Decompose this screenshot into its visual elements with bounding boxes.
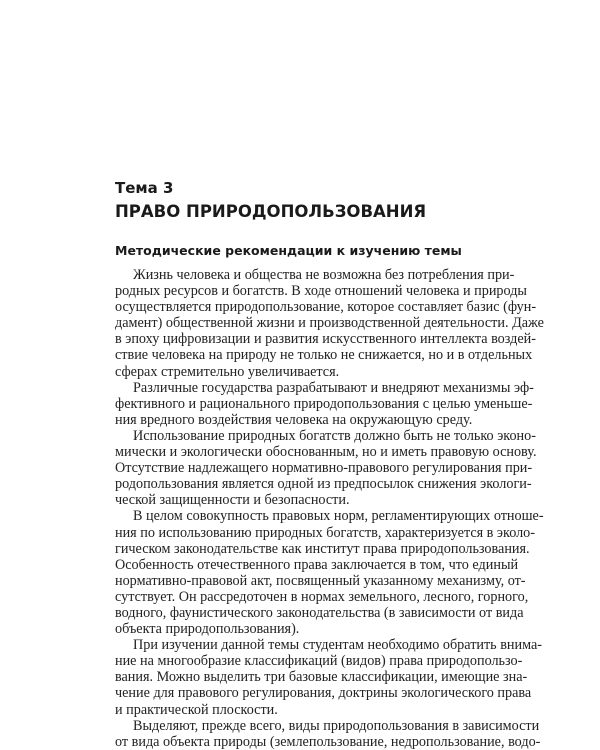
text-line: нормативно-правовой акт, посвященный указанному механизму, от- [115,572,526,589]
text-line: в эпоху цифровизации и развития искусственного интеллекта воздей- [115,331,536,348]
paragraph [115,637,542,718]
text-line: гическом законодательстве как институт права природопользования. [115,540,530,557]
text-line: Использование природных богатств должно быть не только эконо- [133,427,536,444]
text-line: мически и экологически обоснованным, но и иметь правовую основу. [115,444,537,461]
text-line: Особенность отечественного права заключается в том, что единый [115,556,519,573]
text-line: ния по использованию природных богатств, характеризуется в эколо- [115,524,535,541]
text-line: ческой защищенности и безопасности. [115,492,350,509]
text-line: Различные государства разрабатывают и внедряют механизмы эф- [133,379,534,396]
text-line: чение для правового регулирования, доктрины экологического права [115,685,532,702]
text-line: родопользования является одной из предпосылок снижения экологи- [115,476,532,493]
text-line: ствие человека на природу не только не снижается, но и в отдельных [115,347,533,364]
text-line: родных ресурсов и богатств. В ходе отношений человека и природы [115,283,527,300]
paragraph [115,267,544,380]
topic-header [115,179,505,222]
text-line: фективного и рационального природопользования с целью уменьше- [115,395,533,412]
text-line: водного, фаунистического законодательства (в зависимости от вида [115,604,524,621]
text-line: вания. Можно выделить три базовые классификации, имеющие зна- [115,669,528,686]
text-line: сутствует. Он рассредоточен в нормах земельного, лесного, горного, [115,588,529,605]
text-line: Жизнь человека и общества не возможна без потребления при- [133,267,515,283]
text-line: объекта природопользования). [115,621,300,638]
text-line: сферах стремительно увеличивается. [115,363,340,380]
section-heading: Методические рекомендации к изучению темы [115,243,462,258]
text-line: и практической плоскости. [115,701,278,718]
text-line: от вида объекта природы (землепользование, недропользование, водо- [115,733,541,750]
topic-title: ПРАВО ПРИРОДОПОЛЬЗОВАНИЯ [115,202,427,221]
paragraph [115,427,537,509]
text-line: При изучении данной темы студентам необходимо обратить внима- [133,637,542,654]
text-line: Выделяют, прежде всего, виды природопользования в зависимости [133,717,540,734]
topic-number: Тема 3 [115,179,174,197]
paragraph [115,379,534,428]
text-line: ние на многообразие классификаций (видов) права природопользо- [115,653,523,670]
text-line: В целом совокупность правовых норм, регламентирующих отноше- [133,508,544,525]
text-line: осуществляется природопользование, которое составляет базис (фун- [115,299,537,316]
text-line: ния вредного воздействия человека на окружающую среду. [115,411,473,428]
body-text [115,267,544,750]
paragraph [115,508,544,638]
text-line: дамент) общественной жизни и производственной деятельности. Даже [115,315,544,332]
paragraph [115,717,541,750]
text-line: Отсутствие надлежащего нормативно-правового регулирования при- [115,460,533,477]
